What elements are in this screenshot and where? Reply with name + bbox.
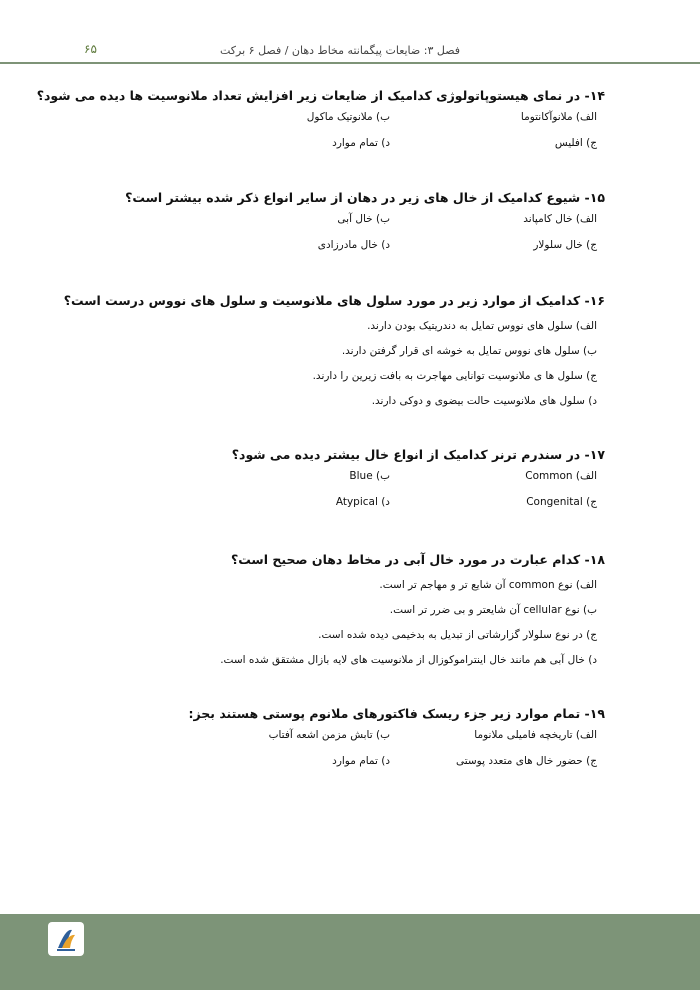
option-c: ج) Congenital — [526, 496, 597, 508]
running-header-title: فصل ۳: ضایعات پیگمانته مخاط دهان / فصل ۶ برکت — [219, 44, 460, 57]
option-d: د) خال آبی هم مانند خال اینتراموکوزال از ملانوسیت های لایه بازال مشتقق شده است. — [220, 654, 597, 666]
page-number: ۶۵ — [84, 42, 97, 56]
header-divider — [0, 62, 700, 64]
option-b: ب) ملانوتیک ماکول — [306, 111, 390, 123]
options-list — [85, 575, 605, 675]
page-footer — [0, 914, 700, 990]
question-17 — [85, 446, 605, 524]
option-b: ب) Blue — [349, 470, 390, 482]
option-c: ج) حضور خال های متعدد پوستی — [455, 755, 597, 767]
option-d: د) Atypical — [335, 496, 390, 508]
page-header — [0, 0, 700, 64]
option-b: ب) نوع cellular آن شایعتر و بی ضرر تر است. — [389, 604, 597, 616]
question-16 — [63, 292, 605, 416]
question-title: ۱۵- شیوع کدامیک از خال های زیر در دهان از سایر انواع ذکر شده بیشتر است؟ — [125, 190, 605, 205]
option-b: ب) تابش مزمن اشعه آفتاب — [268, 729, 390, 741]
option-a: الف) خال کامپاند — [523, 213, 597, 225]
option-b: ب) خال آبی — [337, 213, 390, 225]
publisher-logo-icon — [48, 922, 84, 956]
option-c: ج) سلول ها ی ملانوسیت توانایی مهاجرت به بافت زیرین را دارند. — [312, 370, 597, 382]
question-title: ۱۹- تمام موارد زیر جزء ریسک فاکتورهای ملانوم پوستی هستند بجز: — [188, 706, 605, 721]
question-title: ۱۸- کدام عبارت در مورد خال آبی در مخاط دهان صحیح است؟ — [230, 552, 605, 567]
options — [85, 470, 605, 524]
option-c: ج) خال سلولار — [533, 239, 597, 251]
option-b: ب) سلول های نووس تمایل به خوشه ای قرار گرفتن دارند. — [341, 345, 597, 357]
question-18 — [85, 551, 605, 675]
question-title: ۱۴- در نمای هیستوپاتولوژی کدامیک از ضایعات زیر افزایش تعداد ملانوسیت ها دیده می شود؟ — [36, 88, 605, 103]
options — [85, 213, 605, 267]
options — [85, 729, 605, 783]
option-a: الف) سلول های نووس تمایل به دندریتیک بودن دارند. — [367, 320, 597, 332]
question-19 — [85, 705, 605, 783]
option-a: الف) Common — [525, 470, 597, 482]
question-15 — [85, 189, 605, 267]
option-d: د) تمام موارد — [332, 755, 390, 767]
option-a: الف) تاریخچه فامیلی ملانوما — [474, 729, 597, 741]
question-14 — [36, 87, 605, 165]
option-d: د) خال مادرزادی — [317, 239, 390, 251]
question-title: ۱۷- در سندرم ترنر کدامیک از انواع خال بیشتر دیده می شود؟ — [231, 447, 605, 462]
options-list — [85, 316, 605, 416]
option-c: ج) در نوع سلولار گزارشاتی از تبدیل به بدخیمی دیده شده است. — [318, 629, 597, 641]
option-a: الف) ملانوآکانتوما — [520, 111, 597, 123]
question-title: ۱۶- کدامیک از موارد زیر در مورد سلول های ملانوسیت و سلول های نووس درست است؟ — [63, 293, 605, 308]
options — [85, 111, 605, 165]
option-d: د) سلول های ملانوسیت حالت بیضوی و دوکی دارند. — [371, 395, 597, 407]
option-d: د) تمام موارد — [332, 137, 390, 149]
option-c: ج) افلیس — [554, 137, 597, 149]
option-a: الف) نوع common آن شایع تر و مهاجم تر است. — [379, 579, 597, 591]
